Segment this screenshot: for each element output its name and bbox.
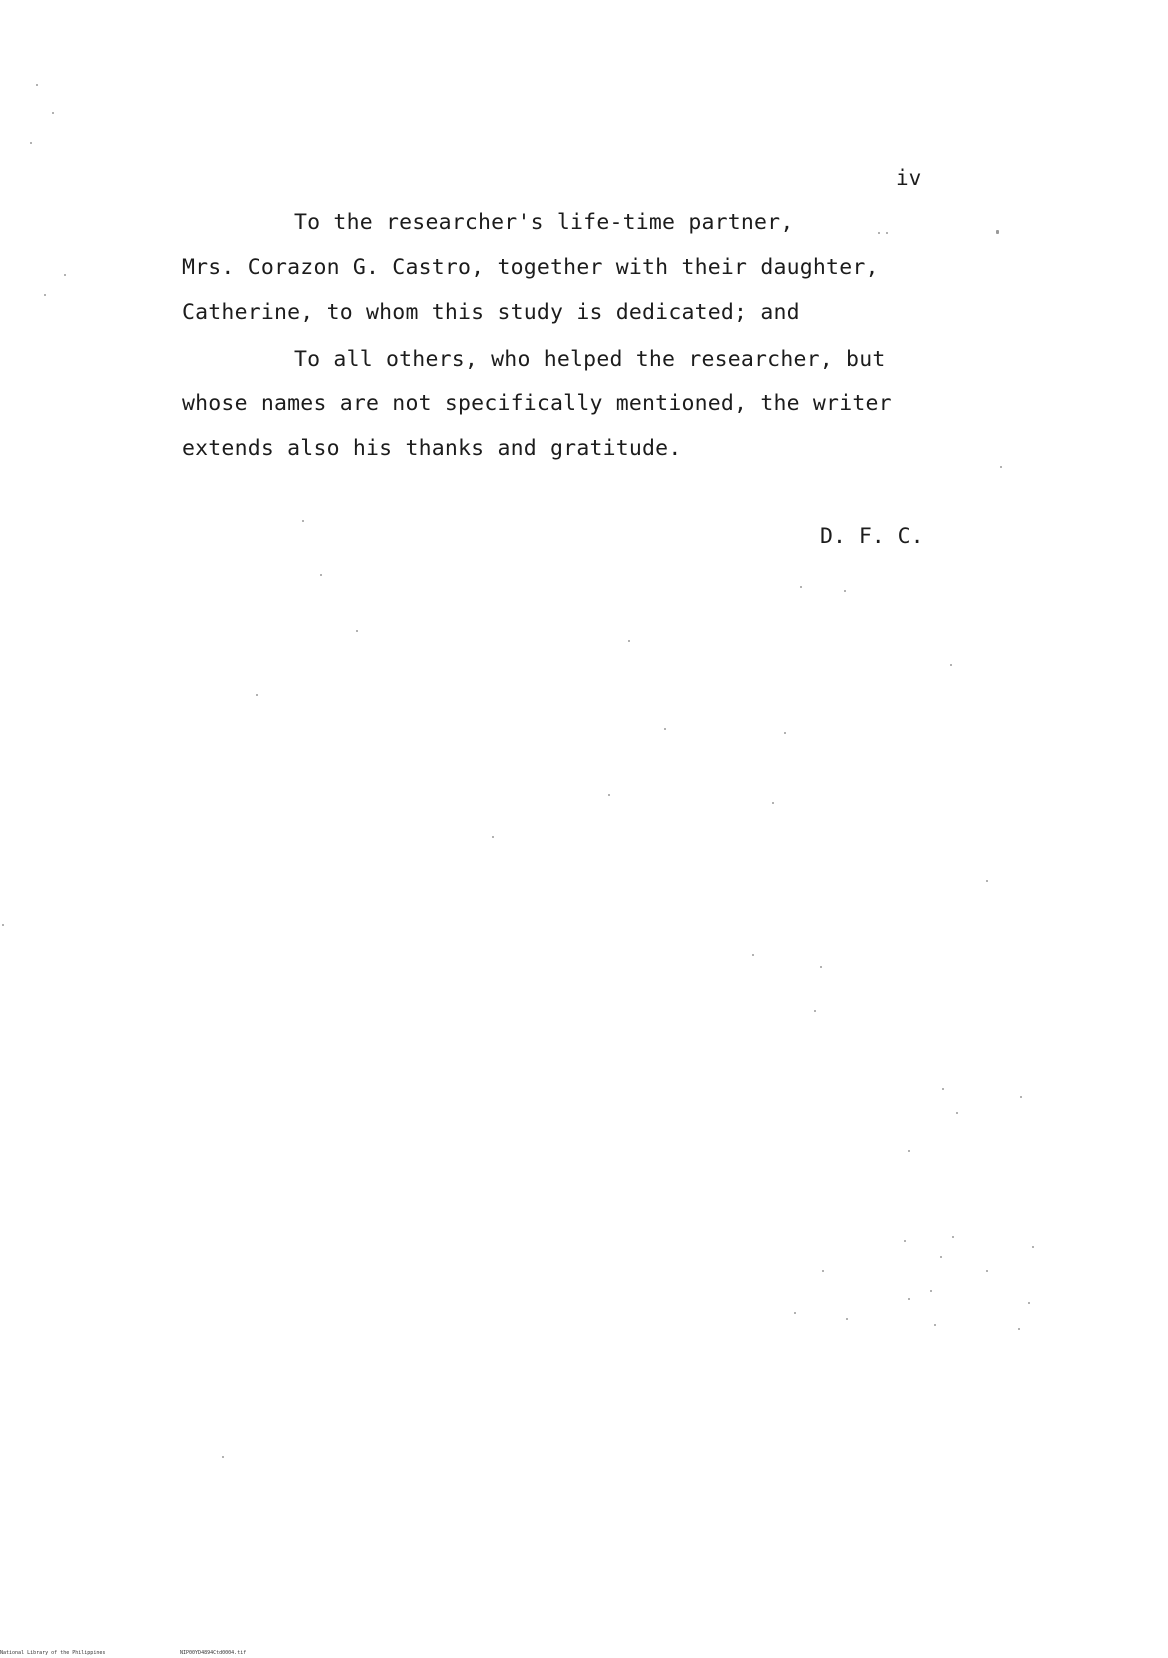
scan-speck: [1000, 466, 1002, 468]
scan-speck: [772, 802, 774, 804]
scan-speck: [844, 590, 846, 592]
scan-speck: [356, 630, 358, 632]
scan-speck: [846, 1318, 848, 1320]
scan-speck: [1032, 1246, 1034, 1248]
scan-speck: [986, 1270, 988, 1272]
scan-speck: [52, 112, 54, 114]
paragraph-line: Catherine, to whom this study is dedicated; and: [182, 300, 800, 325]
footer-file-id: NIP00YD4894Ctd0004.tif: [180, 1650, 247, 1656]
signature-initials: D. F. C.: [820, 524, 924, 549]
scan-speck: [942, 1088, 944, 1090]
scan-speck: [302, 520, 304, 522]
scan-speck: [222, 1456, 224, 1458]
scan-speck: [908, 1298, 910, 1300]
scan-speck: [64, 274, 66, 276]
scan-speck: [930, 1290, 932, 1292]
scan-speck: [664, 728, 666, 730]
scan-speck: [752, 954, 754, 956]
scan-speck: [1028, 1302, 1030, 1304]
scan-speck: [1020, 1096, 1022, 1098]
scan-speck: [320, 574, 322, 576]
scan-speck: [886, 232, 888, 234]
scan-speck: [814, 1010, 816, 1012]
scan-speck: [784, 732, 786, 734]
scan-speck: [956, 1112, 958, 1114]
paragraph-line: To the researcher's life-time partner,: [294, 210, 794, 235]
paragraph-line: Mrs. Corazon G. Castro, together with their daughter,: [182, 255, 879, 280]
scan-speck: [952, 1236, 954, 1238]
scan-speck: [608, 794, 610, 796]
scan-speck: [986, 880, 988, 882]
paragraph-line: To all others, who helped the researcher, but: [294, 347, 886, 372]
paragraph-line: extends also his thanks and gratitude.: [182, 436, 682, 461]
scan-speck: [492, 836, 494, 838]
footer-library-name: National Library of the Philippines: [0, 1650, 106, 1656]
scan-speck: [44, 294, 46, 296]
scan-speck: [30, 142, 32, 144]
scan-speck: [822, 1270, 824, 1272]
paragraph-line: whose names are not specifically mentioned, the writer: [182, 391, 892, 416]
scan-speck: [934, 1324, 936, 1326]
scan-speck: [908, 1150, 910, 1152]
scan-speck: [800, 586, 802, 588]
scan-speck: [820, 966, 822, 968]
scan-speck: [950, 664, 952, 666]
scan-speck: [904, 1240, 906, 1242]
scan-speck: [996, 230, 999, 234]
scan-speck: [794, 1312, 796, 1314]
scan-speck: [628, 640, 630, 642]
scan-speck: [1018, 1328, 1020, 1330]
scan-speck: [2, 924, 4, 926]
scan-speck: [940, 1256, 942, 1258]
scan-speck: [878, 232, 880, 234]
scan-speck: [256, 694, 258, 696]
page-number: iv: [896, 166, 922, 190]
scan-speck: [36, 84, 38, 86]
